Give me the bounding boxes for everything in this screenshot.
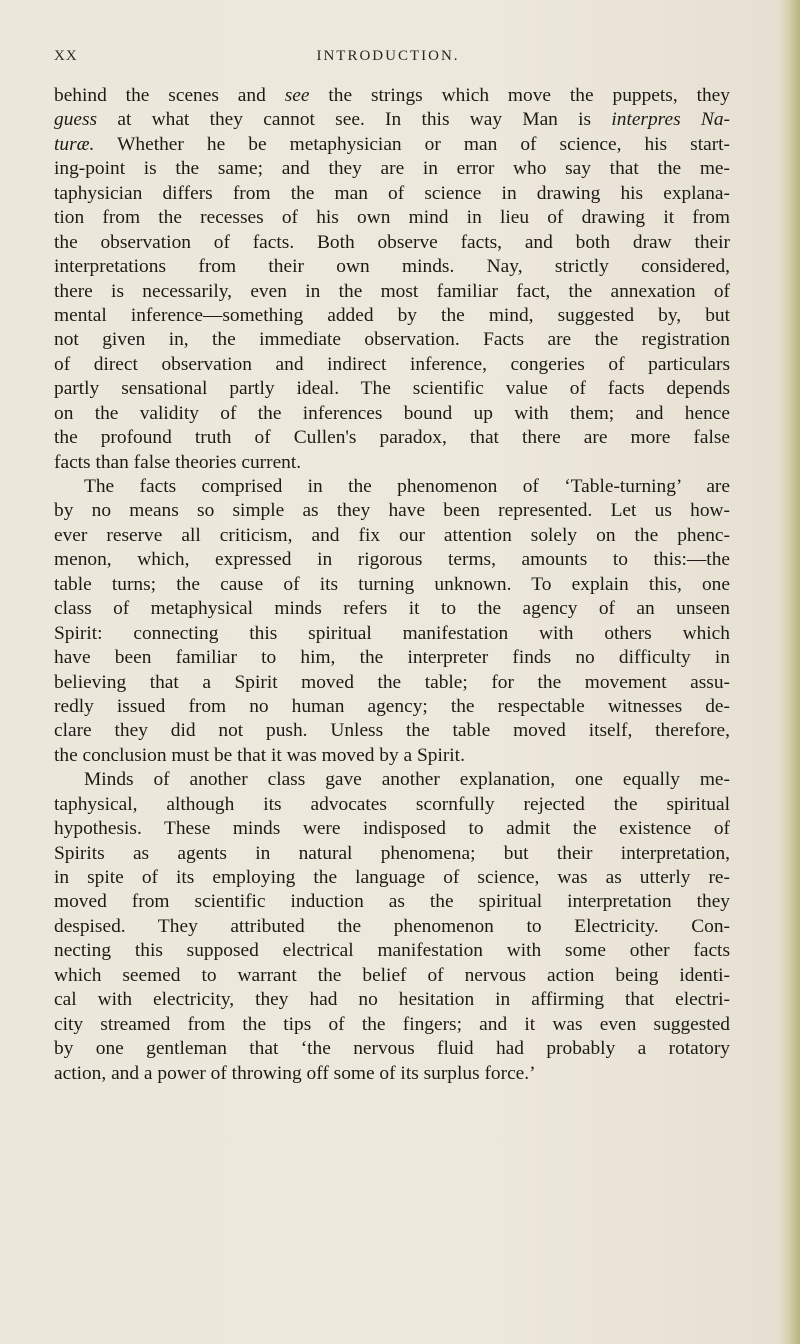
text-run: redly issued from no human agency; the respectable witnesses de- (54, 695, 730, 717)
text-run: believing that a Spirit moved the table; for the movement assu- (54, 671, 730, 693)
text-line (54, 1037, 730, 1061)
text-line (54, 499, 730, 523)
text-run: the conclusion must be that it was moved by a Spirit. (54, 744, 465, 766)
text-line (54, 108, 730, 132)
text-line (54, 426, 730, 450)
text-run: the profound truth of Cullen's paradox, that there are more false (54, 427, 730, 449)
text-line (54, 915, 730, 939)
text-run: Spirit: connecting this spiritual manifestation with others which (54, 622, 730, 644)
text-run: ever reserve all criticism, and fix our attention solely on the phenc- (54, 524, 730, 546)
text-line (54, 988, 730, 1012)
text-line (54, 1013, 730, 1037)
text-run: in spite of its employing the language of science, was as utterly re- (54, 867, 730, 888)
page-number: XX (54, 48, 78, 64)
text-line (54, 622, 730, 646)
text-run: by no means so simple as they have been represented. Let us how- (54, 500, 730, 522)
text-run: hypothesis. These minds were indisposed to admit the existence of (54, 818, 730, 840)
text-line (54, 353, 730, 377)
text-run: menon, which, expressed in rigorous terms, amounts to this:—the (54, 549, 730, 571)
text-line (54, 573, 730, 597)
text-run: the strings which move the puppets, they (309, 85, 730, 106)
paragraph (54, 768, 730, 1086)
text-line (54, 793, 730, 817)
text-line (54, 646, 730, 670)
text-run: taphysical, although its advocates scornfully rejected the spiritual (54, 793, 730, 815)
text-line (54, 84, 730, 108)
text-run: despised. They attributed the phenomenon to Electricity. Con- (54, 915, 730, 937)
text-run: table turns; the cause of its turning unknown. To explain this, one (54, 573, 730, 595)
text-run: class of metaphysical minds refers it to the agency of an unseen (54, 598, 730, 620)
italic-text: turæ. (54, 133, 95, 155)
text-run: The facts comprised in the phenomenon of ‘Table-turning’ are (84, 476, 730, 497)
text-line (54, 231, 730, 255)
text-run: tion from the recesses of his own mind in lieu of drawing it from (54, 207, 730, 229)
text-line (54, 182, 730, 206)
text-line (54, 1062, 730, 1086)
text-line (54, 817, 730, 841)
italic-text: guess (54, 109, 98, 131)
body-text (54, 84, 730, 1086)
text-run: have been familiar to him, the interpreter finds no difficulty in (54, 647, 730, 669)
text-run: on the validity of the inferences bound up with them; and hence (54, 402, 730, 424)
text-run: Minds of another class gave another explanation, one equally me- (84, 769, 730, 791)
italic-text: see (284, 85, 310, 106)
text-line (54, 206, 730, 230)
text-line (54, 157, 730, 181)
text-line (54, 842, 730, 866)
paragraph (54, 84, 730, 475)
text-run: ing-point is the same; and they are in error who say that the me- (54, 158, 730, 180)
text-run: city streamed from the tips of the fingers; and it was even suggested (54, 1013, 730, 1035)
text-line (54, 524, 730, 548)
text-line (54, 890, 730, 914)
text-run: action, and a power of throwing off some of its surplus force.’ (54, 1062, 536, 1084)
text-line (54, 597, 730, 621)
text-run: behind the scenes and (54, 85, 285, 106)
text-run: the observation of facts. Both observe facts, and both draw their (54, 231, 730, 253)
text-run: by one gentleman that ‘the nervous fluid had probably a rotatory (54, 1038, 730, 1060)
text-run: of direct observation and indirect inference, congeries of particulars (54, 353, 730, 375)
running-head (54, 48, 722, 72)
text-line (54, 939, 730, 963)
text-run: at what they cannot see. In this way Man is (97, 109, 612, 131)
text-run: Whether he be metaphysician or man of science, his start- (94, 133, 730, 155)
text-line (54, 255, 730, 279)
text-line (54, 719, 730, 743)
text-line (54, 695, 730, 719)
text-run: there is necessarily, even in the most familiar fact, the annexation of (54, 280, 730, 302)
text-run: moved from scientific induction as the spiritual interpretation they (54, 891, 730, 913)
text-run: facts than false theories current. (54, 451, 302, 473)
text-line (54, 280, 730, 304)
text-run: partly sensational partly ideal. The scientific value of facts depends (54, 378, 730, 400)
page-edge-shadow (778, 0, 800, 1344)
text-line (54, 768, 730, 792)
text-line (54, 377, 730, 401)
text-run: necting this supposed electrical manifestation with some other facts (54, 940, 730, 962)
text-line (54, 866, 730, 890)
text-line (54, 402, 730, 426)
text-run: Spirits as agents in natural phenomena; but their interpretation, (54, 842, 730, 864)
text-line (54, 304, 730, 328)
text-line (54, 964, 730, 988)
text-line (54, 548, 730, 572)
running-title: INTRODUCTION. (316, 48, 460, 64)
text-line (54, 451, 730, 475)
text-run: taphysician differs from the man of science in drawing his explana- (54, 182, 730, 204)
text-run: not given in, the immediate observation. Facts are the registration (54, 329, 730, 351)
italic-text: interpres Na- (611, 109, 731, 131)
text-line (54, 475, 730, 499)
text-run: cal with electricity, they had no hesitation in affirming that electri- (54, 989, 730, 1011)
text-line (54, 744, 730, 768)
text-run: clare they did not push. Unless the table moved itself, therefore, (54, 720, 730, 742)
text-run: interpretations from their own minds. Nay, strictly considered, (54, 256, 730, 278)
text-run: which seemed to warrant the belief of nervous action being identi- (54, 964, 730, 986)
text-line (54, 671, 730, 695)
paragraph (54, 475, 730, 768)
text-line (54, 328, 730, 352)
text-line (54, 133, 730, 157)
text-run: mental inference—something added by the mind, suggested by, but (54, 304, 730, 326)
